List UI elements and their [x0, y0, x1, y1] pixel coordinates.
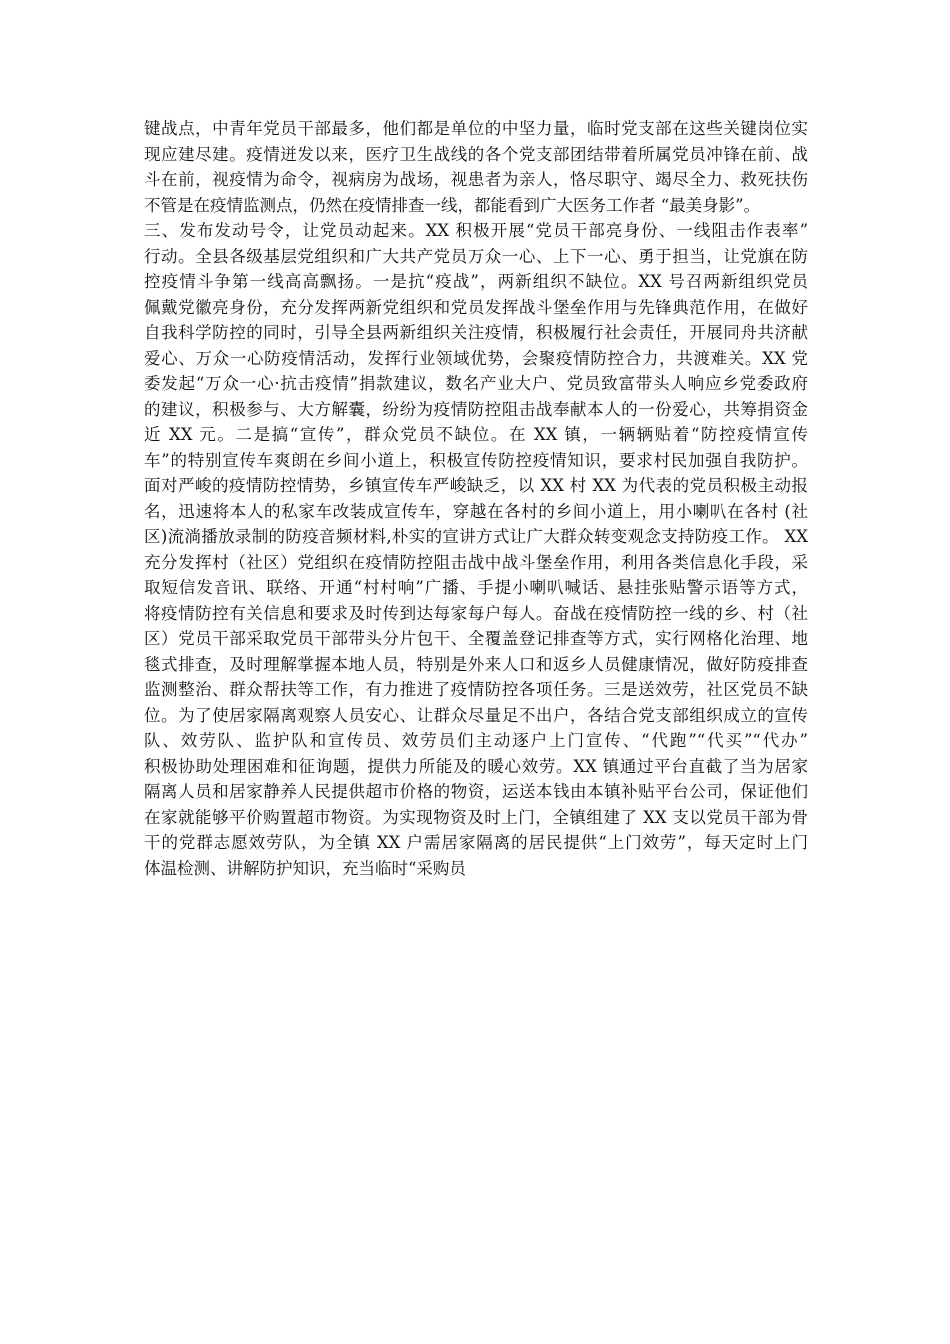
text-line: 的建议，积极参与、大方解囊，纷纷为疫情防控阻击战奉献本人的一份爱心，共筹捐资金: [144, 399, 808, 419]
text-line: 位。为了使居家隔离观察人员安心、让群众尽量足不出户，各结合党支部组织成立的宣传: [144, 705, 808, 725]
text-line: 自我科学防控的同时，引导全县两新组织关注疫情，积极履行社会责任，开展同舟共济献: [144, 323, 808, 342]
text-line: 近 XX 元。二是搞“宣传”，群众党员不缺位。在 XX 镇，一辆辆贴着“防控疫情宣传: [144, 425, 808, 444]
text-line: 三、发布发动号令，让党员动起来。XX 积极开展“党员干部亮身份、一线阻击作表率”: [144, 221, 808, 240]
text-line: 区）党员干部采取党员干部带头分片包干、全覆盖登记排查等方式，实行网格化治理、地: [144, 629, 808, 648]
text-line: 监测整治、群众帮扶等工作，有力推进了疫情防控各项任务。三是送效劳，社区党员不缺: [144, 680, 808, 699]
body-text: [144, 116, 808, 881]
text-line: 积极协助处理困难和征询题，提供力所能及的暖心效劳。XX 镇通过平台直截了当为居家: [144, 756, 808, 776]
text-line: 取短信发音讯、联络、开通“村村响”广播、手提小喇叭喊话、悬挂张贴警示语等方式，: [144, 578, 808, 597]
text-line: 面对严峻的疫情防控情势，乡镇宣传车严峻缺乏，以 XX 村 XX 为代表的党员积极主动报: [144, 476, 808, 495]
text-line: 区)流淌播放录制的防疫音频材料,朴实的宣讲方式让广大群众转变观念支持防疫工作。 XX: [144, 527, 808, 546]
text-line: 队、效劳队、监护队和宣传员、效劳员们主动逐户上门宣传、“代跑”“代买”“代办”: [144, 731, 808, 750]
text-line: 佩戴党徽亮身份，充分发挥两新党组织和党员发挥战斗堡垒作用与先锋典范作用，在做好: [144, 297, 808, 317]
text-line: 将疫情防控有关信息和要求及时传到达每家每户每人。奋战在疫情防控一线的乡、村（社: [144, 603, 808, 623]
text-line: 键战点，中青年党员干部最多，他们都是单位的中坚力量，临时党支部在这些关键岗位实: [144, 119, 808, 138]
text-line: 毯式排查，及时理解掌握本地人员，特别是外来人口和返乡人员健康情况，做好防疫排查: [144, 654, 808, 674]
text-line: 充分发挥村（社区）党组织在疫情防控阻击战中战斗堡垒作用，利用各类信息化手段，采: [144, 552, 808, 572]
text-line: 行动。全县各级基层党组织和广大共产党员万众一心、上下一心、勇于担当，让党旗在防: [144, 246, 808, 266]
text-line: 隔离人员和居家静养人民提供超市价格的物资，运送本钱由本镇补贴平台公司，保证他们: [144, 782, 808, 801]
text-line: 不管是在疫情监测点，仍然在疫情排查一线，都能看到广大医务工作者 “最美身影”。: [144, 195, 761, 215]
text-line: 控疫情斗争第一线高高飘扬。一是抗“疫战”，两新组织不缺位。XX 号召两新组织党员: [144, 272, 808, 291]
text-line: 爱心、万众一心防疫情活动，发挥行业领域优势，会聚疫情防控合力，共渡难关。XX 党: [144, 348, 808, 368]
text-line: 现应建尽建。疫情迸发以来，医疗卫生战线的各个党支部团结带着所属党员冲锋在前、战: [144, 144, 808, 164]
text-line: 干的党群志愿效劳队，为全镇 XX 户需居家隔离的居民提供“上门效劳”，每天定时上门: [144, 833, 808, 852]
text-line: 名，迅速将本人的私家车改装成宣传车，穿越在各村的乡间小道上，用小喇叭在各村 (社: [144, 501, 808, 521]
text-line: 体温检测、讲解防护知识，充当临时“采购员: [144, 858, 466, 878]
text-line: 委发起“万众一心·抗击疫情”捐款建议，数名产业大户、党员致富带头人响应乡党委政府: [144, 374, 808, 393]
text-line: 斗在前，视疫情为命令，视病房为战场，视患者为亲人，恪尽职守、竭尽全力、救死扶伤: [144, 170, 808, 189]
text-line: 在家就能够平价购置超市物资。为实现物资及时上门，全镇组建了 XX 支以党员干部为骨: [144, 807, 808, 827]
text-line: 车”的特别宣传车爽朗在乡间小道上，积极宣传防控疫情知识，要求村民加强自我防护。: [144, 450, 808, 470]
